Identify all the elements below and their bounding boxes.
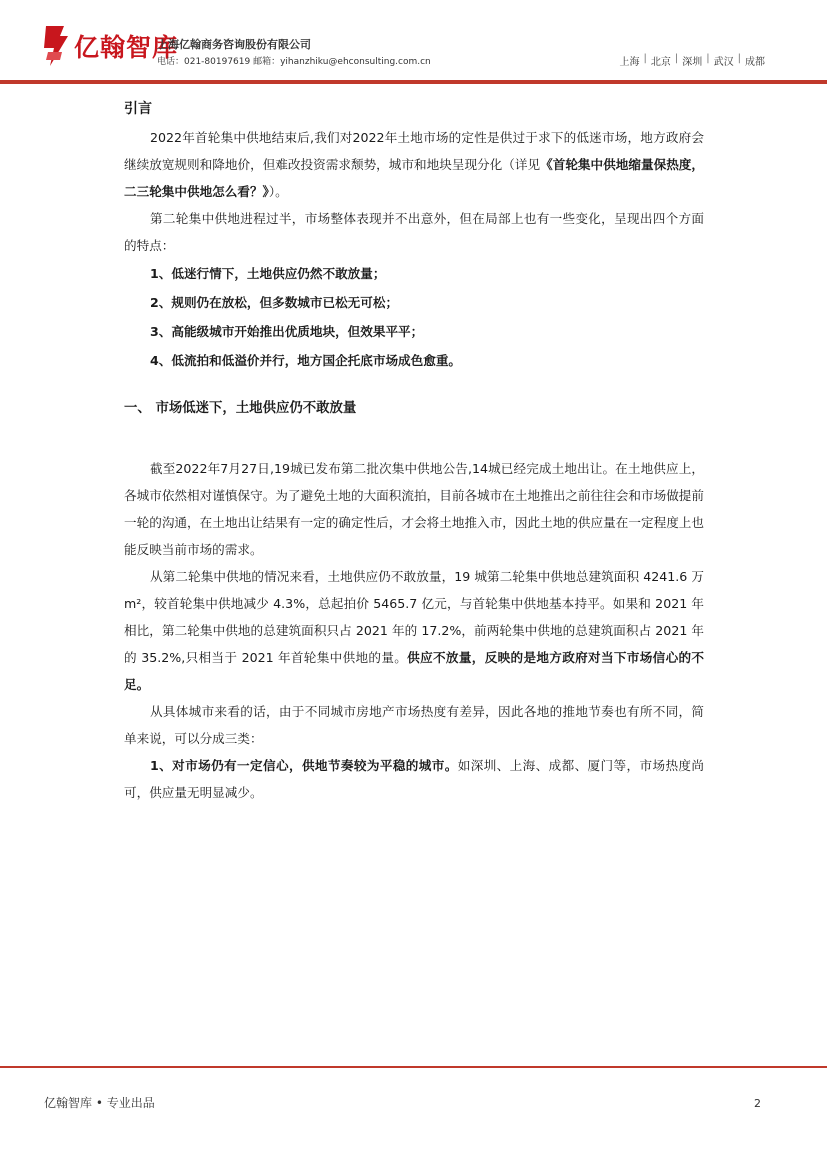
section-1-paragraph-3: 从具体城市来看的话，由于不同城市房地产市场热度有差异，因此各地的推地节奏也有所不同，简单来说，可以分成三类：: [124, 704, 704, 746]
section-1-title: 一、 市场低迷下，土地供应仍不敢放量: [124, 401, 357, 416]
header-divider: [0, 80, 827, 84]
point-4: 4、低流拍和低溢价并行，地方国企托底市场成色愈重。: [150, 353, 462, 368]
city-beijing: 北京: [650, 57, 671, 68]
page-number: 2: [754, 1097, 761, 1110]
company-name: 上海亿翰商务咨询股份有限公司: [157, 38, 311, 51]
category-1-title: 1、对市场仍有一定信心，供地节奏较为平稳的城市。: [150, 758, 458, 773]
office-cities: 上海 | 北京 | 深圳 | 武汉 | 成都: [619, 53, 765, 68]
point-1: 1、低迷行情下，土地供应仍然不敢放量；: [150, 266, 386, 281]
city-shanghai: 上海: [619, 57, 640, 68]
intro-paragraph-1: 2022年首轮集中供地结束后,我们对2022年土地市场的定性是供过于求下的低迷市场，地方政府会继续放宽规则和降地价，但难改投资需求颓势，城市和地块呈现分化（详见《首轮集中供地缩量保热度，二三轮集中供地怎么看？》）。: [124, 130, 705, 199]
city-shenzhen: 深圳: [682, 57, 703, 68]
footer-divider: [0, 1066, 827, 1068]
point-2: 2、规则仍在放松，但多数城市已松无可松；: [150, 295, 399, 310]
logo-icon: [40, 22, 70, 70]
footer-brand: 亿翰智库 • 专业出品: [44, 1096, 155, 1110]
logo-text: 亿翰智库: [74, 33, 179, 62]
report-link-title: 《首轮集中供地缩量保热度，二三轮集中供地怎么看？》: [124, 157, 705, 199]
document-body: [124, 98, 704, 806]
intro-paragraph-2: 第二轮集中供地进程过半，市场整体表现并不出意外，但在局部上也有一些变化，呈现出四个方面的特点：: [124, 211, 704, 253]
page-header: [0, 0, 827, 90]
point-3: 3、高能级城市开始推出优质地块，但效果平平；: [150, 324, 424, 339]
section-1-paragraph-2: 从第二轮集中供地的情况来看，土地供应仍不敢放量，19 城第二轮集中供地总建筑面积 4241.6 万m²，较首轮集中供地减少 4.3%，总起拍价 5465.7 亿元，与首轮集中供地基本持平。如果和 2021 年相比，第二轮集中供地的总建筑面积只占 2021 年的 17.2%，前两轮集中供地的总建筑面积占 2021 年的 35.2%,只相当于 2021 年首轮集中供地的量。供应不放量，反映的是地方政府对当下市场信心的不足。: [124, 569, 704, 692]
section-1-paragraph-1: 截至2022年7月27日,19城已发布第二批次集中供地公告,14城已经完成土地出让。在土地供应上，各城市依然相对谨慎保守。为了避免土地的大面积流拍，目前各城市在土地推出之前往往会和市场做提前一轮的沟通，在土地出让结果有一定的确定性后，才会将土地推入市，因此土地的供应量在一定程度上也能反映当前市场的需求。: [124, 461, 704, 557]
contact-info: 电话：021-80197619 邮箱：yihanzhiku@ehconsulting.com.cn: [157, 57, 431, 67]
key-conclusion: 供应不放量，反映的是地方政府对当下市场信心的不足。: [124, 650, 704, 692]
city-wuhan: 武汉: [713, 57, 734, 68]
section-1-paragraph-4: 1、对市场仍有一定信心，供地节奏较为平稳的城市。如深圳、上海、成都、厦门等，市场热度尚可，供应量无明显减少。: [124, 758, 705, 800]
intro-title: 引言: [124, 101, 152, 117]
city-chengdu: 成都: [745, 57, 765, 68]
